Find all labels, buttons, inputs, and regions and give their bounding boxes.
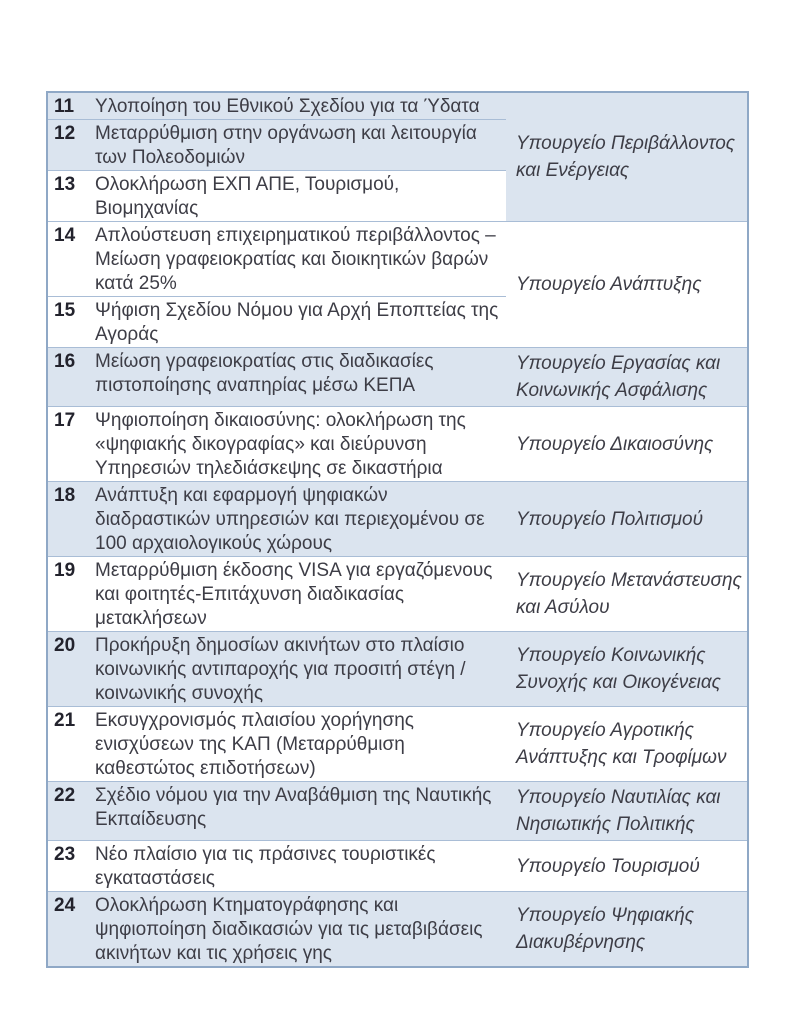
reform-description: Υλοποίηση του Εθνικού Σχεδίου για τα Ύδατα	[95, 92, 506, 120]
row-number: 17	[47, 407, 95, 482]
row-number: 12	[47, 120, 95, 171]
reform-description: Μεταρρύθμιση στην οργάνωση και λειτουργία των Πολεοδομιών	[95, 120, 506, 171]
row-number: 18	[47, 482, 95, 557]
row-number: 11	[47, 92, 95, 120]
reform-description: Προκήρυξη δημοσίων ακινήτων στο πλαίσιο κοινωνικής αντιπαροχής για προσιτή στέγη / κοινωνικής συνοχής	[95, 632, 506, 707]
reform-description: Σχέδιο νόμου για την Αναβάθμιση της Ναυτικής Εκπαίδευσης	[95, 782, 506, 841]
row-number: 24	[47, 892, 95, 968]
table-row	[47, 841, 748, 892]
row-number: 20	[47, 632, 95, 707]
table-row	[47, 707, 748, 782]
row-number: 15	[47, 297, 95, 348]
table-row	[47, 348, 748, 407]
reform-description: Μείωση γραφειοκρατίας στις διαδικασίες πιστοποίησης αναπηρίας μέσω ΚΕΠΑ	[95, 348, 506, 407]
reform-description: Ανάπτυξη και εφαρμογή ψηφιακών διαδραστικών υπηρεσιών και περιεχομένου σε 100 αρχαιολογικούς χώρους	[95, 482, 506, 557]
ministry-cell: Υπουργείο Ναυτιλίας και Νησιωτικής Πολιτικής	[506, 782, 748, 841]
table-row	[47, 892, 748, 968]
row-number: 13	[47, 171, 95, 222]
ministry-cell: Υπουργείο Δικαιοσύνης	[506, 407, 748, 482]
table-row	[47, 557, 748, 632]
reform-description: Εκσυγχρονισμός πλαισίου χορήγησης ενισχύσεων της ΚΑΠ (Μεταρρύθμιση καθεστώτος επιδοτήσεων)	[95, 707, 506, 782]
table-row	[47, 482, 748, 557]
table-row	[47, 407, 748, 482]
reform-description: Νέο πλαίσιο για τις πράσινες τουριστικές εγκαταστάσεις	[95, 841, 506, 892]
ministry-cell: Υπουργείο Πολιτισμού	[506, 482, 748, 557]
ministry-cell: Υπουργείο Εργασίας και Κοινωνικής Ασφάλισης	[506, 348, 748, 407]
reform-description: Ολοκλήρωση ΕΧΠ ΑΠΕ, Τουρισμού, Βιομηχανίας	[95, 171, 506, 222]
ministry-cell: Υπουργείο Αγροτικής Ανάπτυξης και Τροφίμων	[506, 707, 748, 782]
row-number: 16	[47, 348, 95, 407]
row-number: 14	[47, 222, 95, 297]
reform-description: Μεταρρύθμιση έκδοσης VISA για εργαζόμενους και φοιτητές-Επιτάχυνση διαδικασίας μετακλήσεων	[95, 557, 506, 632]
table-row	[47, 632, 748, 707]
ministry-cell: Υπουργείο Κοινωνικής Συνοχής και Οικογένειας	[506, 632, 748, 707]
reform-description: Ολοκλήρωση Κτηματογράφησης και ψηφιοποίηση διαδικασιών για τις μεταβιβάσεις ακινήτων και τις χρήσεις γης	[95, 892, 506, 968]
row-number: 19	[47, 557, 95, 632]
table-row	[47, 222, 748, 297]
ministry-cell: Υπουργείο Περιβάλλοντος και Ενέργειας	[506, 92, 748, 222]
ministry-cell: Υπουργείο Ψηφιακής Διακυβέρνησης	[506, 892, 748, 968]
ministry-cell: Υπουργείο Μετανάστευσης και Ασύλου	[506, 557, 748, 632]
reform-description: Ψηφιοποίηση δικαιοσύνης: ολοκλήρωση της «ψηφιακής δικογραφίας» και διεύρυνση Υπηρεσιών τηλεδιάσκεψης σε δικαστήρια	[95, 407, 506, 482]
table-row	[47, 782, 748, 841]
ministry-cell: Υπουργείο Τουρισμού	[506, 841, 748, 892]
reforms-table	[46, 91, 749, 968]
table-row	[47, 92, 748, 120]
ministry-cell: Υπουργείο Ανάπτυξης	[506, 222, 748, 348]
reform-description: Απλούστευση επιχειρηματικού περιβάλλοντος – Μείωση γραφειοκρατίας και διοικητικών βαρών κατά 25%	[95, 222, 506, 297]
row-number: 22	[47, 782, 95, 841]
row-number: 21	[47, 707, 95, 782]
reform-description: Ψήφιση Σχεδίου Νόμου για Αρχή Εποπτείας της Αγοράς	[95, 297, 506, 348]
row-number: 23	[47, 841, 95, 892]
